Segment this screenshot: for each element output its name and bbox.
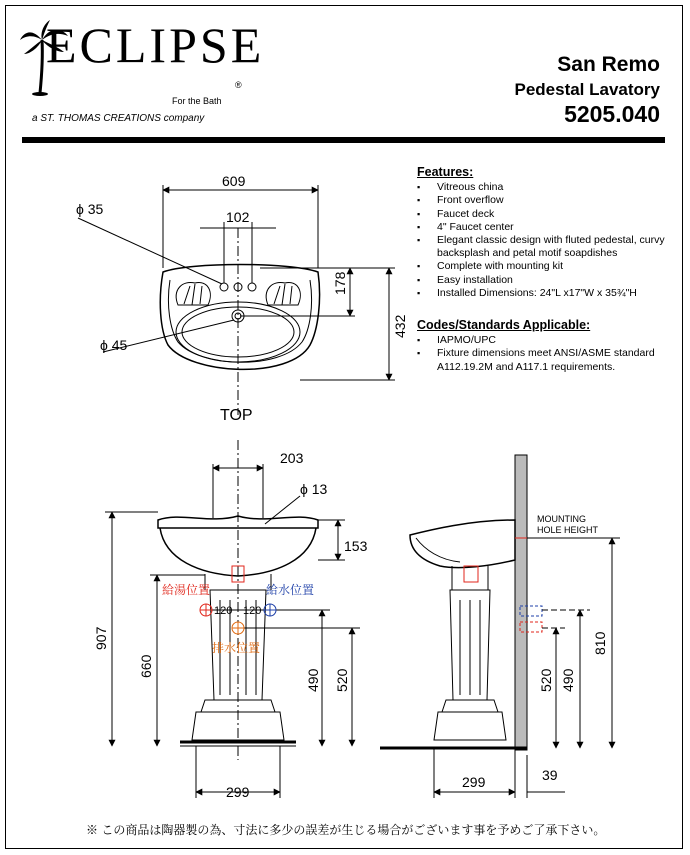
features-heading: Features: [417, 165, 474, 179]
company-line: a ST. THOMAS CREATIONS company [32, 113, 205, 124]
dim-wall-offset: 39 [542, 767, 558, 783]
code-item: ▪ IAPMO/UPC [417, 334, 672, 347]
top-view-label: TOP [220, 407, 253, 424]
feature-item: ▪ Elegant classic design with fluted pedestal, curvy backsplash and petal motif soapdishes [417, 234, 672, 260]
dim-faucet-to-back: 178 [332, 271, 348, 295]
dim-total-height: 907 [93, 626, 109, 650]
product-name: San Remo [557, 53, 660, 76]
feature-item: ▪ Vitreous china [417, 181, 672, 194]
side-view [380, 455, 620, 798]
drain-label: 排水位置 [212, 641, 261, 655]
feature-item: ▪ Front overflow [417, 194, 672, 207]
dim-offset-left: 120 [214, 605, 233, 617]
dim-side-supply: 490 [560, 668, 576, 692]
dim-side-drain: 520 [538, 668, 554, 692]
dim-drain-height: 520 [334, 668, 350, 692]
code-item: ▪ Fixture dimensions meet ANSI/ASME standard A112.19.2M and A117.1 requirements. [417, 347, 672, 373]
dim-top-width: 203 [280, 450, 304, 466]
brand-tagline: For the Bath [172, 96, 222, 106]
dim-faucet-hole: ϕ 35 [76, 201, 104, 217]
feature-item: ▪ Easy installation [417, 274, 672, 287]
dim-deck-height: 153 [344, 538, 368, 554]
dim-depth: 432 [392, 314, 408, 338]
dim-offset-right: 120 [243, 605, 262, 617]
footer-note: ※ この商品は陶器製の為、寸法に多少の誤差が生じる場合がございます事を予めご了承下さい。 [86, 823, 606, 837]
feature-item: ▪ 4" Faucet center [417, 221, 672, 234]
dim-base-depth: 299 [462, 774, 486, 790]
feature-item: ▪ Installed Dimensions: 24"L x17"W x 35¾"H [417, 287, 672, 300]
dim-supply-height: 490 [305, 668, 321, 692]
dim-width: 609 [222, 173, 246, 189]
model-number: 5205.040 [564, 101, 660, 127]
registered-mark: ® [235, 80, 242, 90]
feature-item: ▪ Complete with mounting kit [417, 260, 672, 273]
dim-faucet-spacing: 102 [226, 209, 250, 225]
mounting-label-1: MOUNTING [537, 514, 586, 524]
mounting-label-2: HOLE HEIGHT [537, 525, 599, 535]
brand-logo: ECLIPSE [46, 17, 265, 73]
dim-mounting-height: 810 [592, 631, 608, 655]
dim-hole: ϕ 13 [300, 481, 328, 497]
dim-rim-height: 660 [138, 654, 154, 678]
hot-water-label: 給湯位置 [162, 583, 211, 597]
cold-water-label: 給水位置 [266, 583, 315, 597]
dim-base-width: 299 [226, 784, 250, 800]
feature-item: ▪ Faucet deck [417, 208, 672, 221]
codes-heading: Codes/Standards Applicable: [417, 318, 591, 332]
dim-drain: ϕ 45 [100, 337, 128, 353]
product-type: Pedestal Lavatory [514, 80, 660, 99]
